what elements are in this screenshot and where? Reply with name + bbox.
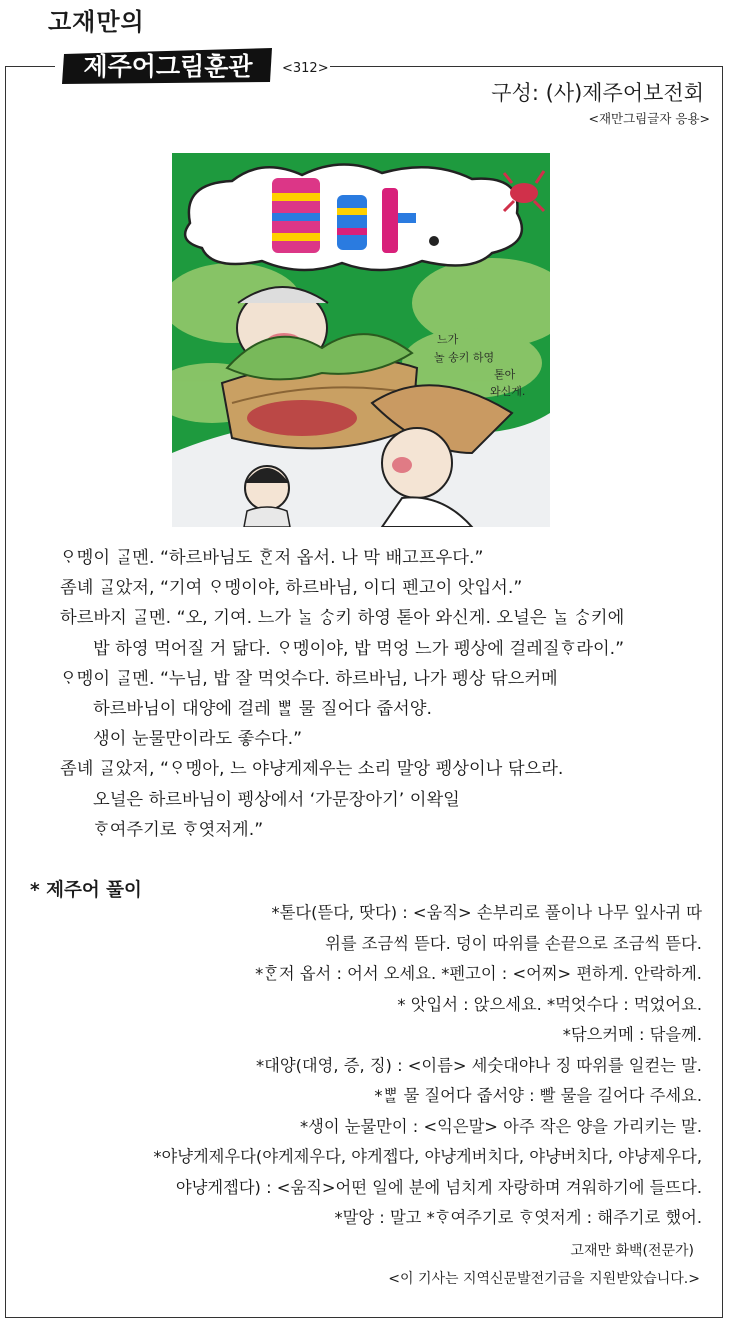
glossary-line: *톧다(뜯다, 땃다) : <움직> 손부리로 풀이나 나무 잎사귀 따 <box>271 903 702 922</box>
dialogue-line: ᄋᆞ멩이 ᄀᆞᆯ멘. “누님, 밥 잘 먹엇수다. 하르바님, 나가 펭상 닦으커메 <box>60 668 558 689</box>
dialogue-line: 생이 눈물만이라도 좋수다.” <box>93 729 303 750</box>
credit-sub: <재만그림글자 응용> <box>588 111 710 126</box>
glossary-line: *생이 눈물만이 : <익은말> 아주 작은 양을 가리키는 말. <box>299 1116 702 1136</box>
glossary-line: *말앙 : 말고 *ᄒᆞ여주기로 ᄒᆞ엿저게 : 해주기로 했어. <box>334 1208 702 1227</box>
series-number: <312> <box>282 61 329 76</box>
dialogue-line: 좀녜 ᄀᆞᆯ았저, “기여 ᄋᆞ멩이야, 하르바님, 이디 펜고이 앗입서.” <box>60 578 523 599</box>
basket <box>222 334 417 448</box>
glossary-line: *야냥게제우다(야게제우다, 야게젭다, 야냥게버치다, 야냥버치다, 야냥제우다, <box>153 1147 702 1166</box>
glossary-line: *닦으커메 : 닦을께. <box>562 1025 702 1044</box>
glossary-line: *ᄒᆞᆫ저 옵서 : 어서 오세요. *펜고이 : <어찌> 편하게. 안락하게. <box>255 964 702 983</box>
author-name: 고재만의 <box>48 8 145 36</box>
svg-text:와신게.: 와신게. <box>490 385 526 398</box>
glossary-line: *대양(대영, 증, 징) : <이름> 세숫대야나 징 따위를 일컫는 말. <box>255 1055 702 1075</box>
funding-notice: <이 기사는 지역신문발전기금을 지원받았습니다.> <box>388 1271 700 1287</box>
series-logo <box>58 42 278 88</box>
glossary-title: * 제주어 풀이 <box>30 880 142 901</box>
series-logo-text: 제주어그림훈관 <box>83 52 253 81</box>
dialogue-line: 좀녜 ᄀᆞᆯ았저, “ᄋᆞ멩아, 느 야냥게제우는 소리 말앙 펭상이나 닦으라. <box>60 759 564 780</box>
glossary <box>12 898 702 1234</box>
dialogue-line: 밥 하영 먹어질 거 닮다. ᄋᆞ멩이야, 밥 먹엉 느가 펭상에 걸레질ᄒᆞ라이.” <box>93 638 625 659</box>
dialogue-line: 오널은 하르바님이 펭상에서 ‘가문장아기’ 이왁일 <box>93 789 460 810</box>
illustration <box>172 153 550 527</box>
svg-text:놀 송키 하영: 놀 송키 하영 <box>434 351 495 364</box>
glossary-line: 야냥게젭다) : <움직>어떤 일에 분에 넘치게 자랑하며 겨워하기에 들뜨다. <box>175 1177 702 1197</box>
glossary-line: * 앗입서 : 앉으세요. *먹엇수다 : 먹었어요. <box>397 994 702 1014</box>
svg-text:톧아: 톧아 <box>494 368 516 381</box>
svg-text:느가: 느가 <box>437 333 459 346</box>
glossary-line: *ᄈᆞᆯ 물 질어다 줍서양 : 빨 물을 길어다 주세요. <box>374 1086 702 1105</box>
dialogue <box>60 543 720 845</box>
dialogue-line: 하르바님이 대양에 걸레 ᄈᆞᆯ 물 질어다 줍서양. <box>93 699 432 720</box>
dialogue-line: ᄒᆞ여주기로 ᄒᆞ엿저게.” <box>93 819 264 840</box>
credit: 구성: (사)제주어보전회 <box>491 81 704 105</box>
dialogue-line: ᄋᆞ멩이 ᄀᆞᆯ멘. “하르바님도 ᄒᆞᆫ저 옵서. 나 막 배고프우다.” <box>60 548 484 568</box>
small-child-figure <box>244 466 290 527</box>
dialogue-line: 하르바지 ᄀᆞᆯ멘. “오, 기여. 느가 ᄂᆞᆯ ᄉᆞᆼ키 하영 톧아 와신게. 오널은 ᄂᆞᆯ ᄉᆞᆼ키에 <box>60 608 625 629</box>
painter-credit: 고재만 화백(전문가) <box>570 1243 694 1259</box>
glossary-line: 위를 조금씩 뜯다. 덩이 따위를 손끝으로 조금씩 뜯다. <box>325 933 702 953</box>
